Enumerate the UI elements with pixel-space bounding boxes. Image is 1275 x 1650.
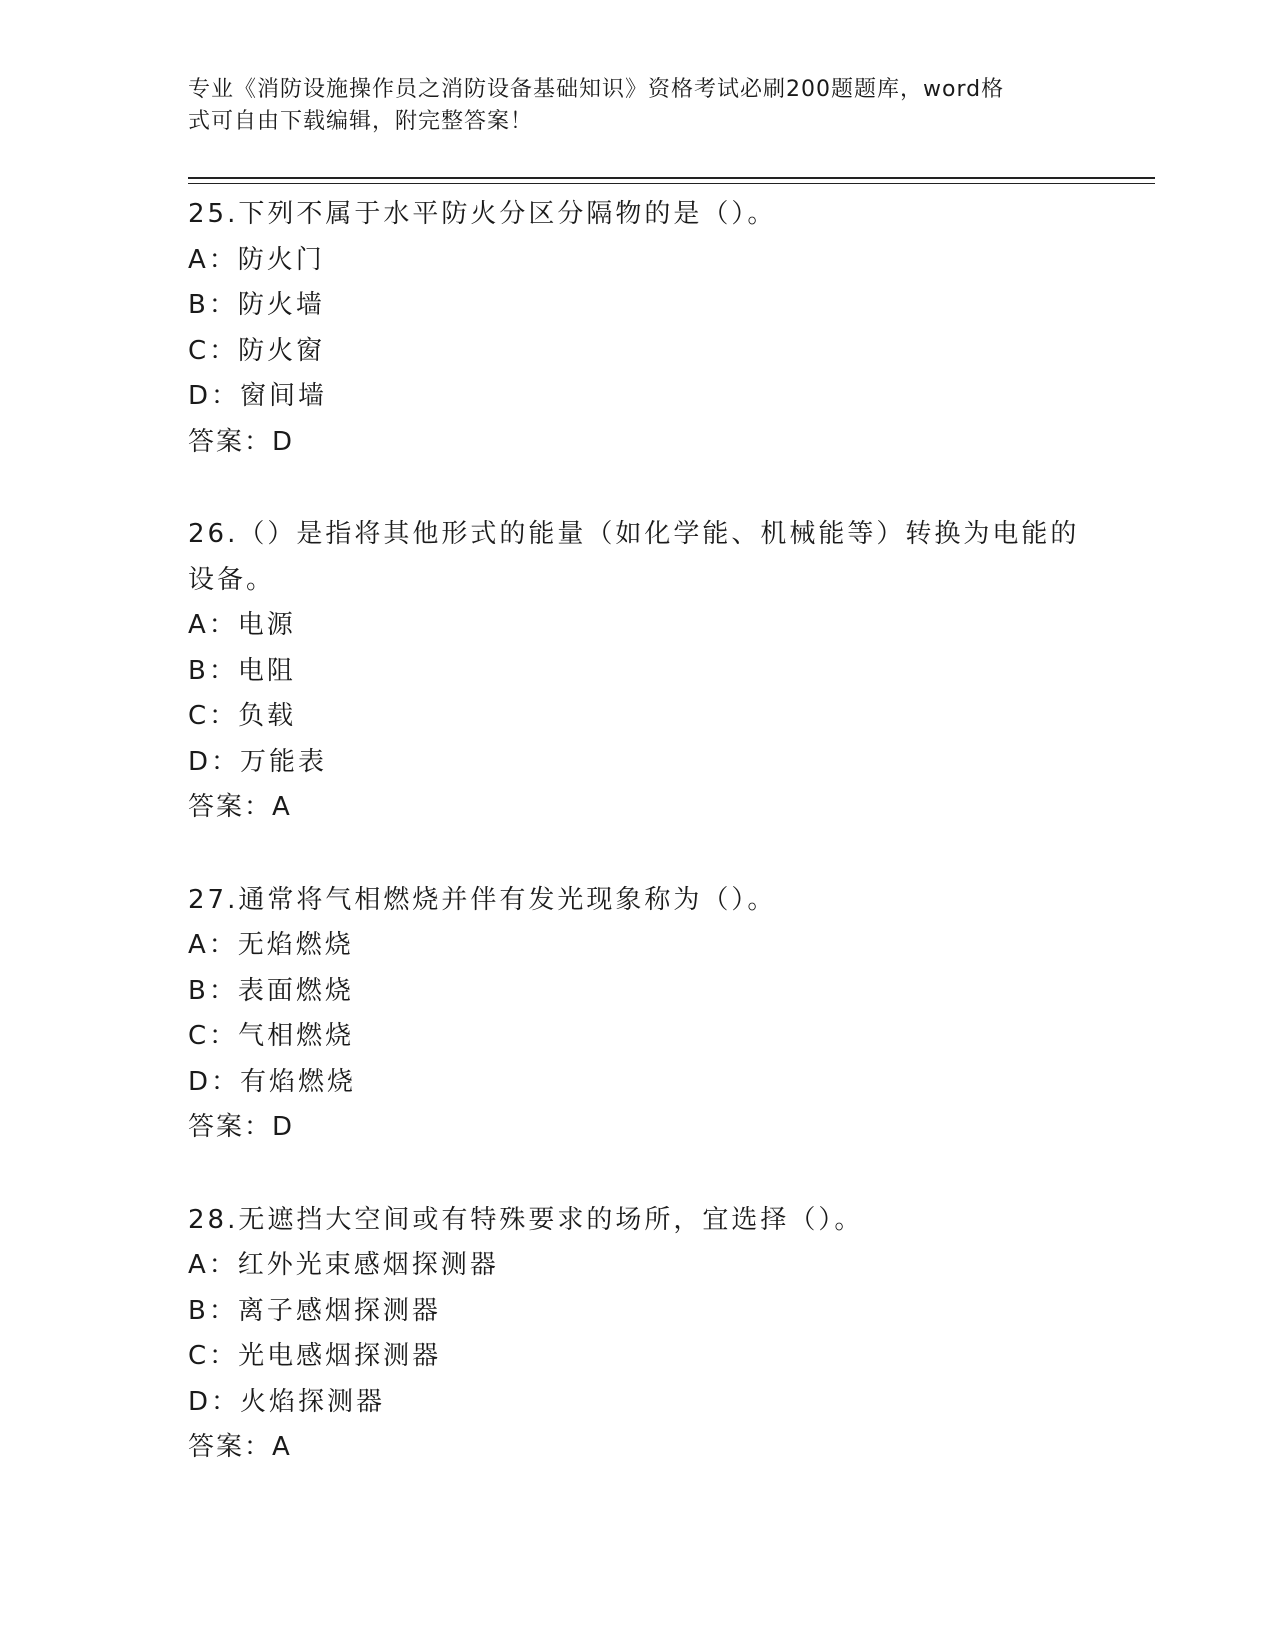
question-list (188, 192, 1088, 1518)
header-divider-thin (188, 183, 1155, 184)
option-a: A：防火门 (188, 244, 325, 275)
question-28 (188, 1198, 1088, 1471)
answer: 答案：A (188, 1432, 292, 1462)
question-stem: 25.下列不属于水平防火分区分隔物的是（）。 (188, 199, 777, 229)
answer: 答案：D (188, 1112, 295, 1142)
question-stem: 28.无遮挡大空间或有特殊要求的场所，宜选择（）。 (188, 1204, 864, 1235)
question-26 (188, 512, 1088, 831)
option-d: D：有焰燃烧 (188, 1066, 357, 1097)
option-b: B：电阻 (188, 655, 296, 686)
option-b: B：离子感烟探测器 (188, 1295, 441, 1326)
question-25 (188, 192, 1088, 465)
option-d: D：火焰探测器 (188, 1386, 386, 1417)
option-c: C：气相燃烧 (188, 1021, 355, 1051)
question-27 (188, 878, 1088, 1151)
option-a: A：电源 (188, 610, 296, 640)
option-c: C：负载 (188, 701, 297, 731)
option-d: D：万能表 (188, 746, 328, 777)
header-line-2: 式可自由下载编辑，附完整答案！ (188, 109, 534, 134)
option-a: A：红外光束感烟探测器 (188, 1250, 499, 1280)
answer: 答案：D (188, 426, 295, 457)
option-a: A：无焰燃烧 (188, 930, 354, 960)
document-header (188, 74, 1068, 138)
header-line-1: 专业《消防设施操作员之消防设备基础知识》资格考试必刷200题题库，word格 (188, 77, 1005, 102)
option-d: D：窗间墙 (188, 381, 328, 411)
question-stem: 27.通常将气相燃烧并伴有发光现象称为（）。 (188, 884, 777, 915)
option-c: C：光电感烟探测器 (188, 1341, 442, 1371)
option-b: B：表面燃烧 (188, 975, 354, 1006)
answer: 答案：A (188, 792, 292, 822)
option-c: C：防火窗 (188, 335, 326, 366)
header-divider-thick (188, 177, 1155, 179)
question-stem: 26.（）是指将其他形式的能量（如化学能、机械能等）转换为电能的设备。 (188, 519, 1080, 595)
option-b: B：防火墙 (188, 290, 325, 320)
